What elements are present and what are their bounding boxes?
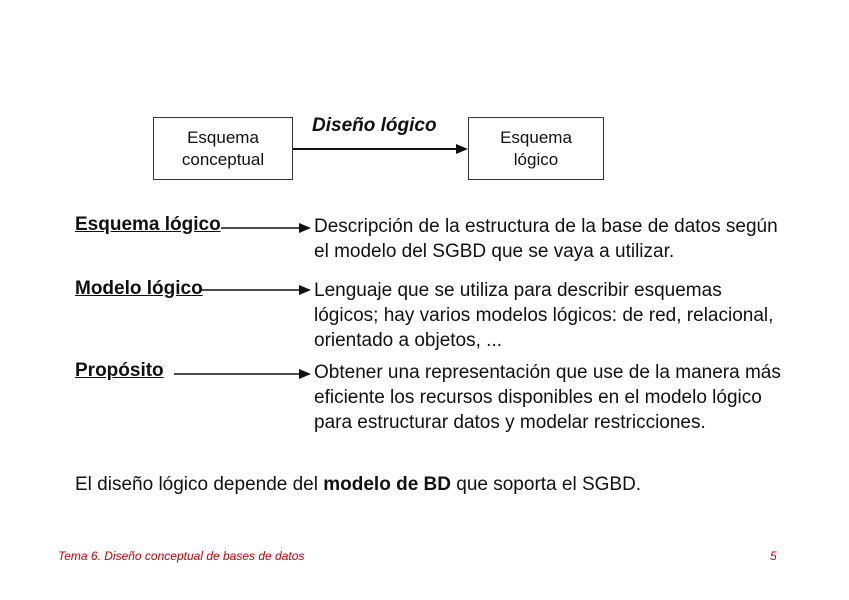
term-esquema-logico: Esquema lógico bbox=[75, 214, 221, 235]
term-proposito: Propósito bbox=[75, 360, 164, 381]
footer-title: Tema 6. Diseño conceptual de bases de datos bbox=[58, 549, 305, 563]
description-proposito: Obtener una representación que use de la manera más eficiente los recursos disponibles en el modelo lógico para estructurar datos y modelar restricciones. bbox=[314, 362, 781, 433]
summary-sentence bbox=[75, 474, 641, 496]
summary-text-before: El diseño lógico depende del bbox=[75, 474, 324, 495]
summary-bold-text: modelo de BD bbox=[323, 474, 451, 495]
design-arrow bbox=[293, 140, 469, 160]
definition-arrow bbox=[201, 282, 311, 298]
summary-text-after: que soporta el SGBD. bbox=[450, 474, 642, 495]
conceptual-schema-box: Esquema conceptual bbox=[153, 117, 293, 180]
description-modelo-logico: Lenguaje que se utiliza para describir esquemas lógicos; hay varios modelos lógicos: de red, relacional, orientado a objetos, ... bbox=[314, 280, 774, 351]
diagram-arrow-label: Diseño lógico bbox=[312, 115, 437, 136]
page-number: 5 bbox=[770, 549, 777, 563]
definition-arrow bbox=[174, 366, 311, 382]
description-esquema-logico: Descripción de la estructura de la base de datos según el modelo del SGBD que se vaya a utilizar. bbox=[314, 216, 778, 262]
term-modelo-logico: Modelo lógico bbox=[75, 278, 203, 299]
logical-schema-box: Esquema lógico bbox=[468, 117, 604, 180]
definition-arrow bbox=[221, 220, 311, 236]
